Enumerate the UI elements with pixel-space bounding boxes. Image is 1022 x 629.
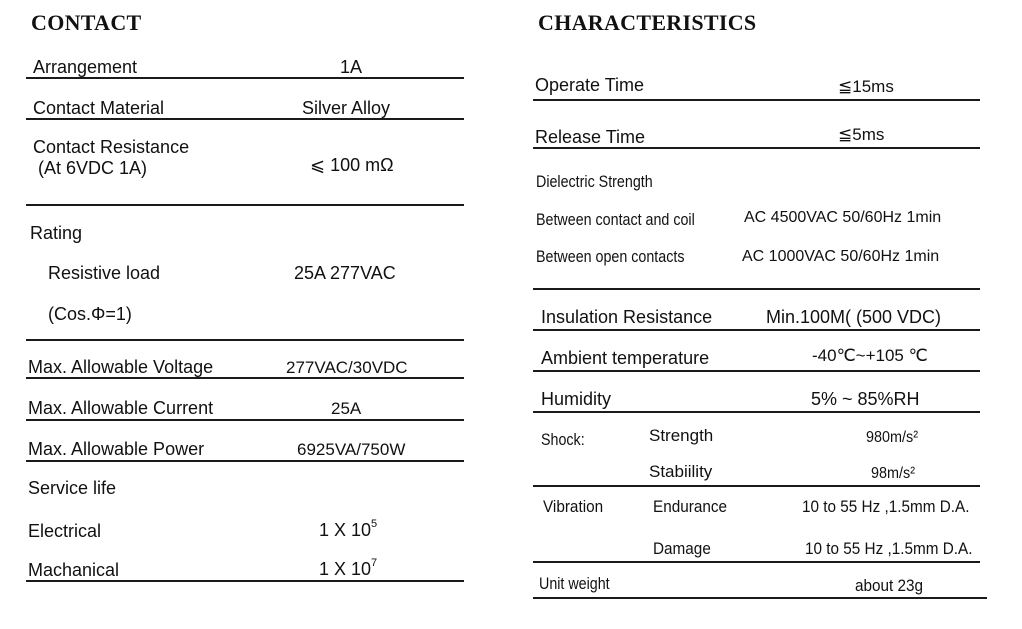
between-contact-coil-value: AC 4500VAC 50/60Hz 1min	[744, 209, 942, 226]
divider	[26, 419, 464, 421]
mechanical-life-label: Machanical	[28, 560, 120, 580]
vibration-label: Vibration	[543, 497, 604, 516]
power-factor-label: (Cos.Φ=1)	[48, 304, 132, 324]
contact-resistance-label: Contact Resistance	[33, 137, 190, 157]
divider	[533, 329, 980, 331]
divider	[533, 147, 980, 149]
between-contact-coil-label: Between contact and coil	[536, 210, 695, 229]
divider	[26, 377, 464, 379]
max-power-value: 6925VA/750W	[297, 440, 406, 459]
release-time-value: ≦5ms	[838, 125, 885, 144]
divider	[26, 339, 464, 341]
insulation-resistance-label: Insulation Resistance	[541, 307, 713, 327]
shock-stability-value: 98m/s²	[871, 465, 916, 482]
humidity-label: Humidity	[541, 389, 612, 409]
unit-weight-label: Unit weight	[539, 574, 610, 593]
service-life-label: Service life	[28, 478, 117, 498]
contact-resistance-sublabel: (At 6VDC 1A)	[38, 158, 148, 178]
resistive-load-value: 25A 277VAC	[294, 263, 396, 283]
electrical-life-value: 1 X $10^5$	[319, 518, 378, 540]
divider	[533, 99, 980, 101]
divider	[26, 204, 464, 206]
divider	[533, 288, 980, 290]
max-current-label: Max. Allowable Current	[28, 398, 214, 418]
max-power-label: Max. Allowable Power	[28, 439, 205, 459]
arrangement-value: 1A	[340, 57, 363, 77]
rating-label: Rating	[30, 223, 83, 243]
vibration-endurance-label: Endurance	[653, 497, 728, 516]
release-time-label: Release Time	[535, 127, 646, 147]
vibration-endurance-value: 10 to 55 Hz ,1.5mm D.A.	[802, 497, 970, 516]
max-current-value: 25A	[331, 399, 362, 418]
divider	[26, 118, 464, 120]
ambient-temperature-value: -40℃~+105 ℃	[812, 346, 928, 365]
between-open-contacts-value: AC 1000VAC 50/60Hz 1min	[742, 248, 940, 265]
humidity-value: 5% ~ 85%RH	[811, 389, 920, 409]
contact-resistance-value: ⩽ 100 mΩ	[310, 155, 394, 175]
divider	[26, 77, 464, 79]
max-voltage-value: 277VAC/30VDC	[286, 358, 408, 377]
vibration-damage-label: Damage	[653, 539, 711, 558]
characteristics-heading: CHARACTERISTICS	[538, 10, 757, 35]
max-voltage-label: Max. Allowable Voltage	[28, 357, 214, 377]
shock-stability-label: Stabiility	[649, 462, 713, 481]
divider	[533, 411, 980, 413]
contact-material-label: Contact Material	[33, 98, 165, 118]
divider	[26, 580, 464, 582]
divider	[533, 370, 980, 372]
divider	[533, 561, 980, 563]
operate-time-label: Operate Time	[535, 75, 645, 95]
shock-label: Shock:	[541, 430, 585, 449]
operate-time-value: ≦15ms	[838, 77, 894, 96]
divider	[26, 460, 464, 462]
divider	[533, 597, 987, 599]
vibration-damage-value: 10 to 55 Hz ,1.5mm D.A.	[805, 539, 973, 558]
resistive-load-label: Resistive load	[48, 263, 161, 283]
contact-heading: CONTACT	[31, 10, 142, 35]
divider	[533, 485, 980, 487]
insulation-resistance-value: Min.100M( (500 VDC)	[766, 307, 942, 327]
mechanical-life-value: 1 X $10^7$	[319, 557, 378, 579]
shock-strength-label: Strength	[649, 426, 714, 445]
electrical-life-label: Electrical	[28, 521, 102, 541]
shock-strength-value: 980m/s²	[866, 429, 919, 446]
unit-weight-value: about 23g	[855, 576, 924, 595]
dielectric-strength-label: Dielectric Strength	[536, 172, 653, 191]
arrangement-label: Arrangement	[33, 57, 138, 77]
between-open-contacts-label: Between open contacts	[536, 247, 685, 266]
contact-material-value: Silver Alloy	[302, 98, 391, 118]
ambient-temperature-label: Ambient temperature	[541, 348, 710, 368]
